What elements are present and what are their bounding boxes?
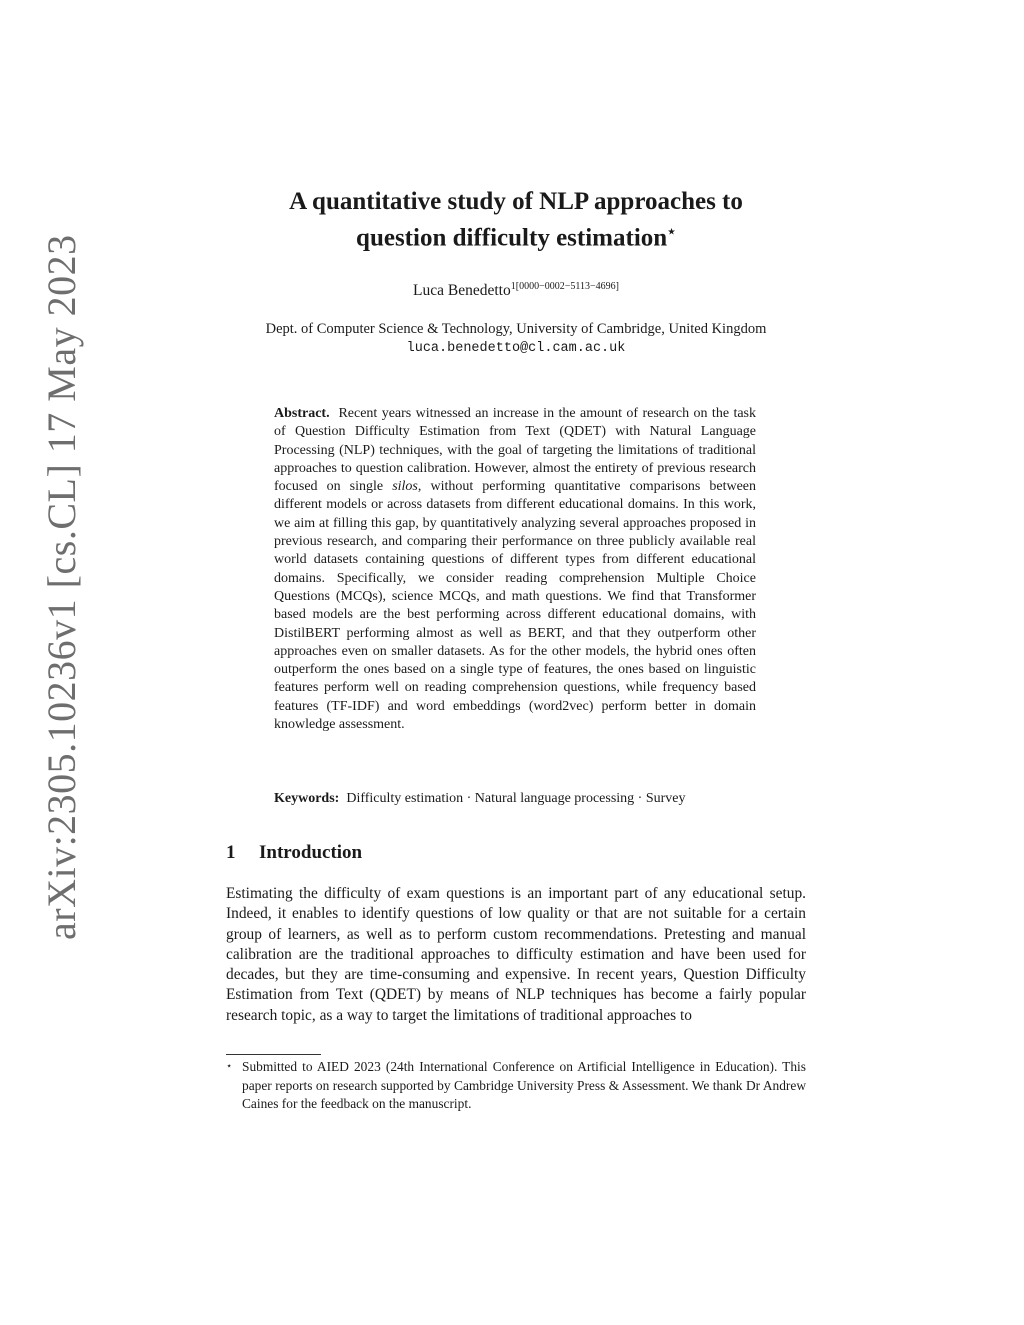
- keywords-text: Difficulty estimation · Natural language processing · Survey: [346, 791, 686, 806]
- paper-title: [226, 186, 806, 253]
- keywords: [274, 790, 756, 808]
- author-orcid: 1[0000−0002−5113−4696]: [510, 281, 619, 292]
- section-number: 1: [226, 842, 236, 863]
- author-email[interactable]: luca.benedetto@cl.cam.ac.uk: [406, 341, 626, 356]
- section-heading-introduction: [226, 842, 362, 864]
- affiliation-department: Dept. of Computer Science & Technology, University of Cambridge, United Kingdom: [265, 321, 767, 337]
- abstract-text-part-2: , without performing quantitative comparisons between different models or across datasets from different educational domains. In this work, we aim at filling this gap, by quantitatively analyzing several approaches proposed in previous research, and comparing their performance on three publicly available real world datasets containing questions of different types from different educational domains. Specifically, we consider reading comprehension Multiple Choice Questions (MCQs), science MCQs, and math questions. We find that Transformer based models are the best performing across different educational domains, with DistilBERT performing almost as well as BERT, and that they outperform other approaches even on smaller datasets. As for the other models, the hybrid ones often outperform the ones based on a single type of features, the ones based on linguistic features perform well on reading comprehension questions, while frequency based features (TF-IDF) and word embeddings (word2vec) perform better in domain knowledge assessment.: [274, 479, 756, 733]
- section-title: Introduction: [259, 842, 363, 863]
- abstract: [274, 405, 756, 734]
- author-name: Luca Benedetto: [413, 282, 511, 300]
- footnote-text: Submitted to AIED 2023 (24th International Conference on Artificial Intelligence in Education). This paper reports on research supported by Cambridge University Press & Assessment. We thank Dr Andrew Caines for the feedback on the manuscript.: [242, 1059, 806, 1111]
- footnote-divider: [226, 1054, 321, 1055]
- title-line-1: A quantitative study of NLP approaches to: [289, 188, 743, 215]
- author-line: [226, 281, 806, 300]
- keywords-label: Keywords:: [274, 791, 340, 806]
- abstract-label: Abstract.: [274, 406, 330, 421]
- title-line-2: question difficulty estimation: [356, 224, 668, 252]
- abstract-silos-emphasis: silos: [392, 479, 418, 495]
- footnote: [226, 1058, 806, 1114]
- introduction-paragraph: Estimating the difficulty of exam questions is an important part of any educational setup. Indeed, it enables to identify questions of low quality or that are not suitable for a certain group of learners, as well as to perform custom recommendations. Pretesting and manual calibration are the traditional approaches to difficulty estimation and have been used for decades, but they are time-consuming and expensive. In recent years, Question Difficulty Estimation from Text (QDET) by means of NLP techniques has become a fairly popular research topic, as a way to target the limitations of traditional approaches to: [226, 885, 806, 1024]
- arxiv-identifier-stamp: arXiv:2305.10236v1 [cs.CL] 17 May 2023: [39, 234, 84, 940]
- abstract-text-part-1: Recent years witnessed an increase in the amount of research on the task of Question Difficulty Estimation from Text (QDET) with Natural Language Processing (NLP) techniques, with the goal of targeting the limitations of traditional approaches to question calibration. However, almost the entirety of previous research focused on single: [274, 406, 757, 495]
- affiliation-block: [226, 319, 806, 359]
- title-footnote-mark: ⋆: [667, 225, 676, 240]
- footnote-mark: ⋆: [226, 1061, 233, 1072]
